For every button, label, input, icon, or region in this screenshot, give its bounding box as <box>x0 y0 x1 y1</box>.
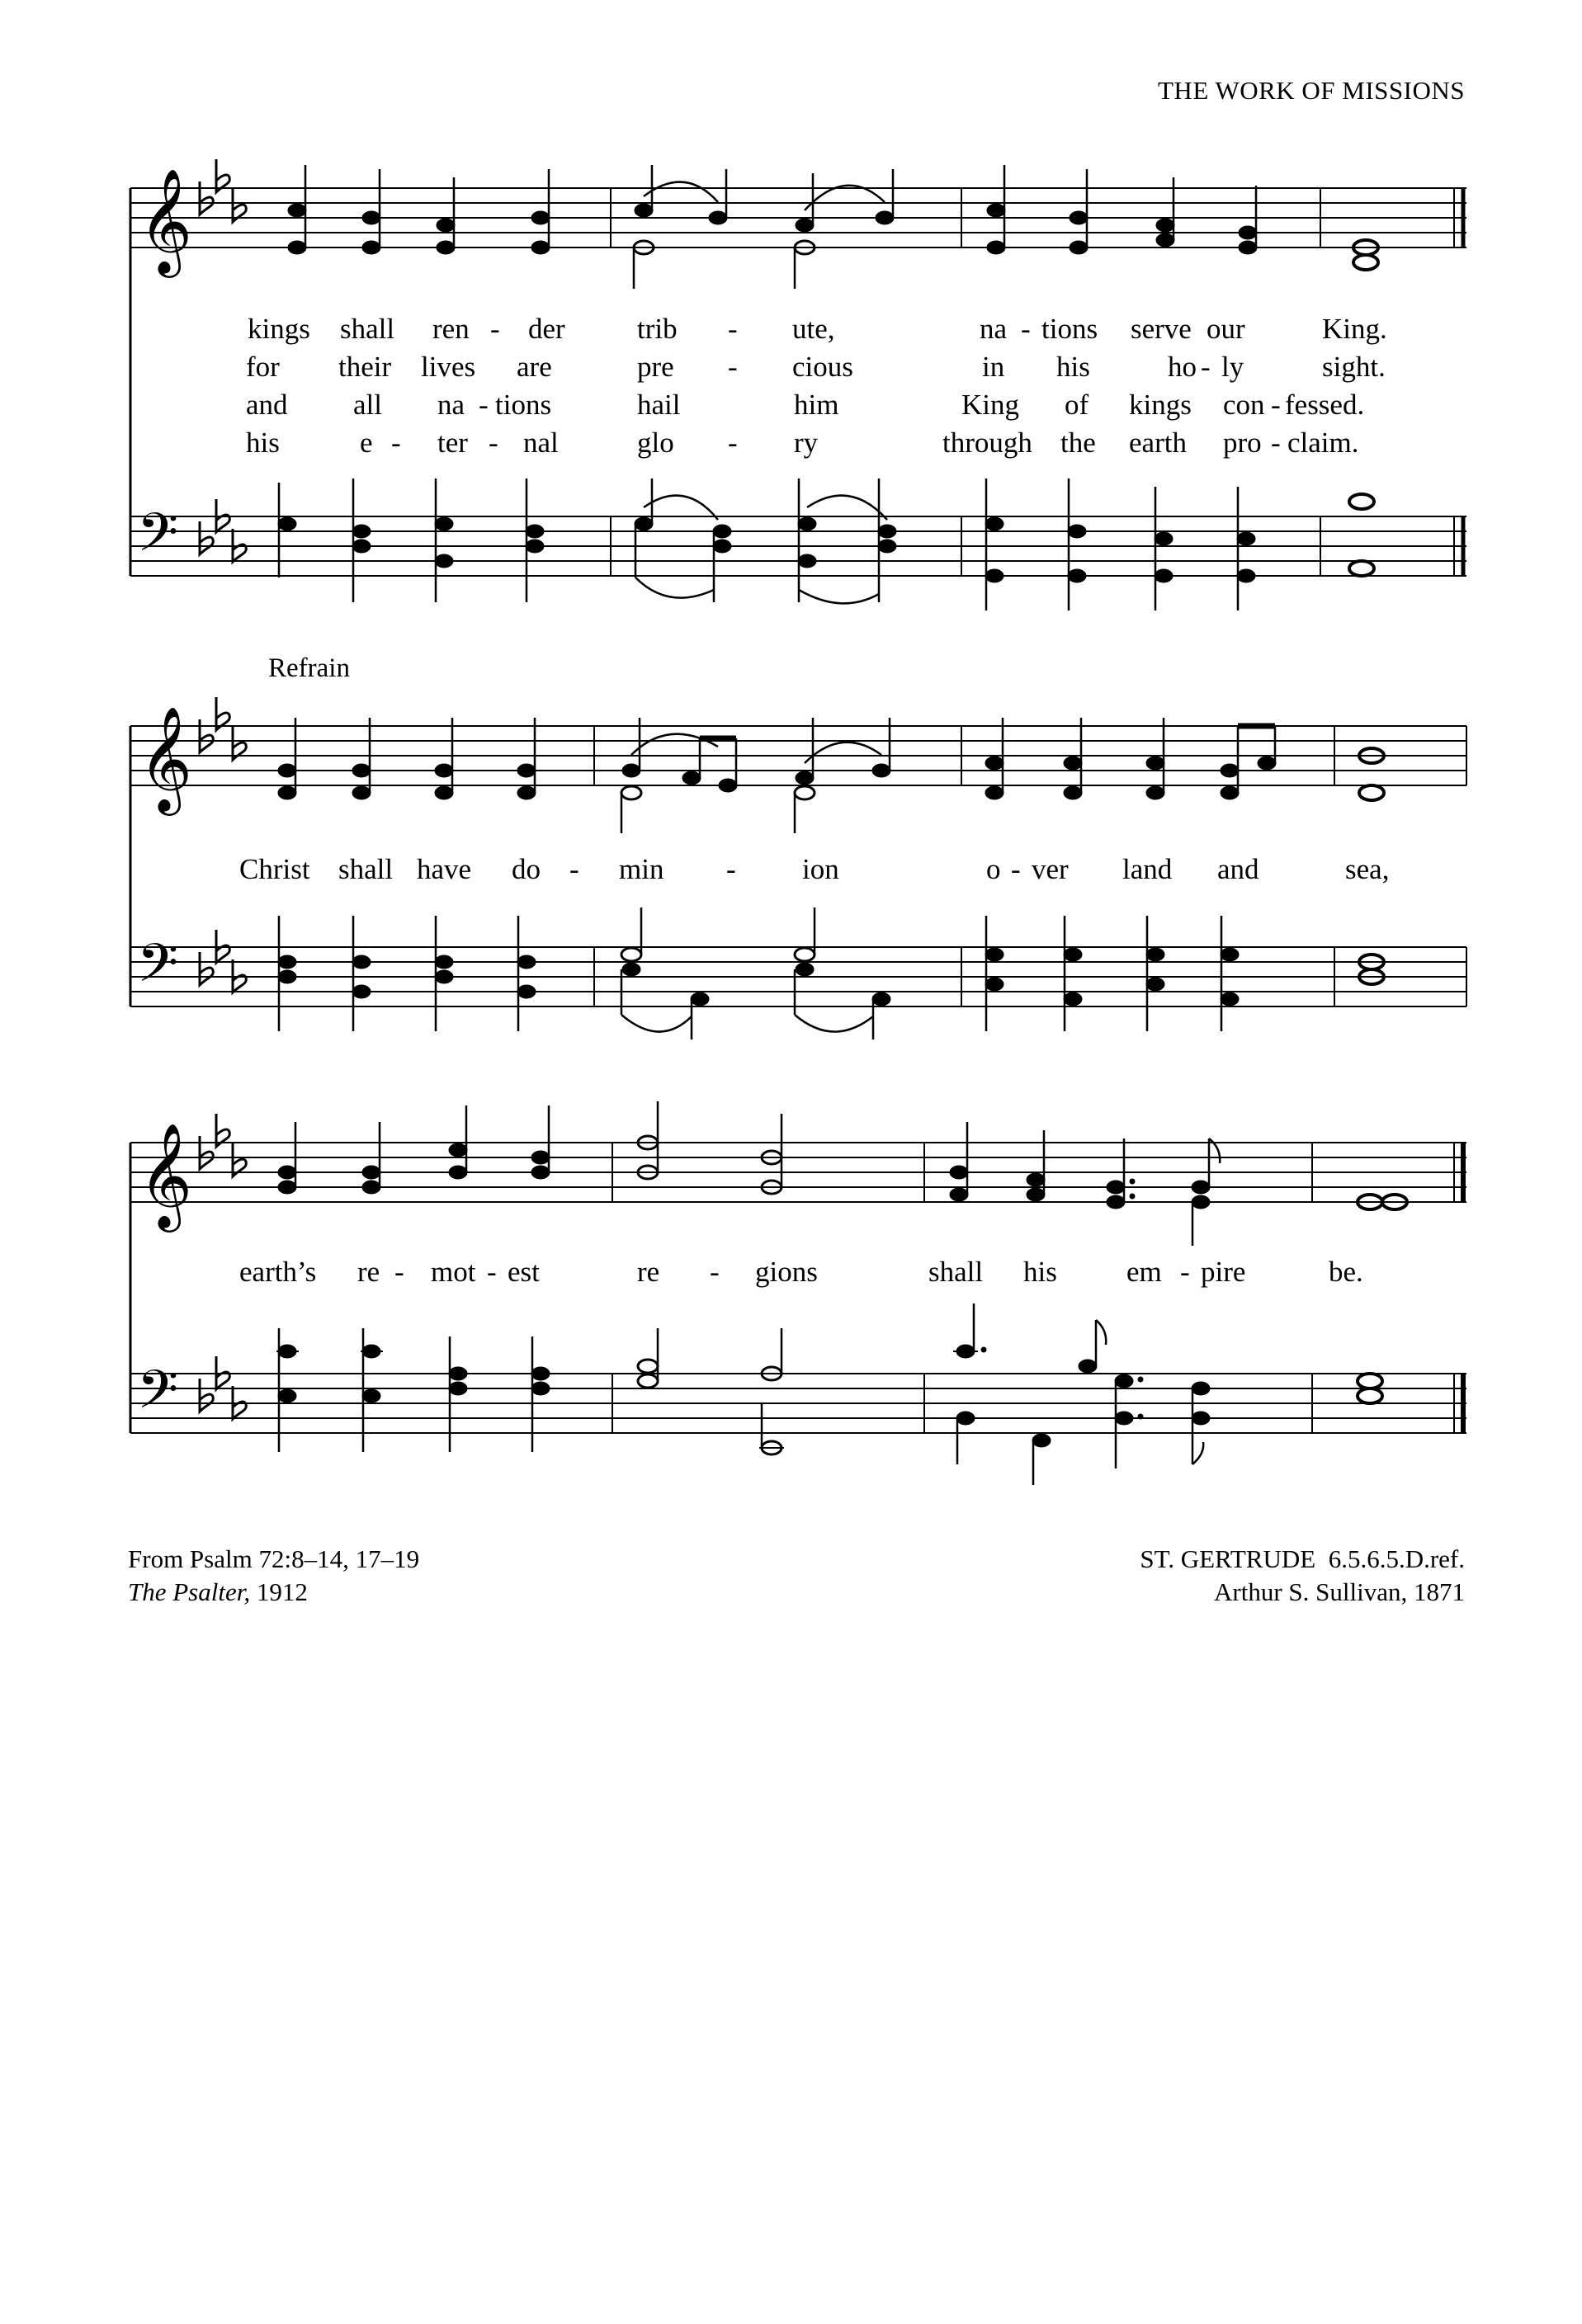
svg-text:in: in <box>982 351 1005 383</box>
svg-text:-: - <box>1271 427 1281 459</box>
svg-text:-: - <box>489 427 498 459</box>
svg-text:his: his <box>246 427 280 459</box>
svg-text:ion: ion <box>802 853 839 885</box>
svg-text:have: have <box>417 853 472 885</box>
bass-clef-icon: 𝄢 <box>137 933 179 1007</box>
svg-text:-: - <box>569 853 579 885</box>
svg-text:be.: be. <box>1329 1256 1363 1288</box>
system-3 <box>130 1101 1466 1485</box>
svg-text:for: for <box>246 351 280 383</box>
lyrics-verse-2 <box>246 351 1386 383</box>
svg-text:claim.: claim. <box>1287 427 1359 459</box>
svg-text:-: - <box>1011 853 1021 885</box>
key-signature-flats <box>200 159 246 562</box>
svg-text:e: e <box>360 427 373 459</box>
treble-clef-icon: 𝄞 <box>139 1122 193 1228</box>
text-source-book <box>128 1576 419 1609</box>
bass-clef-icon: 𝄢 <box>137 502 179 577</box>
bass-notes <box>278 478 1374 610</box>
svg-text:his: his <box>1023 1256 1057 1288</box>
svg-text:glo: glo <box>637 427 674 459</box>
psalter-year: 1912 <box>256 1577 308 1606</box>
lyrics-verse-1 <box>248 313 1387 345</box>
svg-text:are: are <box>517 351 552 383</box>
svg-text:land: land <box>1122 853 1173 885</box>
treble-clef-icon: 𝄞 <box>139 705 193 811</box>
svg-text:him: him <box>794 389 839 421</box>
section-title: THE WORK OF MISSIONS <box>1158 76 1465 105</box>
svg-text:-: - <box>728 351 738 383</box>
svg-text:of: of <box>1065 389 1089 421</box>
svg-text:re: re <box>357 1256 380 1288</box>
svg-text:tions: tions <box>1041 313 1098 345</box>
svg-text:ver: ver <box>1032 853 1069 885</box>
svg-text:em: em <box>1126 1256 1162 1288</box>
bass-clef-icon: 𝄢 <box>137 1360 179 1434</box>
svg-text:-: - <box>479 389 489 421</box>
svg-text:the: the <box>1060 427 1096 459</box>
svg-text:ter: ter <box>437 427 468 459</box>
svg-text:serve: serve <box>1131 313 1192 345</box>
svg-text:-: - <box>710 1256 720 1288</box>
svg-text:and: and <box>1217 853 1259 885</box>
svg-text:-: - <box>487 1256 497 1288</box>
svg-text:through: through <box>942 427 1032 459</box>
text-source: From Psalm 72:8–14, 17–19 <box>128 1544 420 1573</box>
system-2 <box>130 653 1466 1039</box>
svg-text:ly: ly <box>1221 351 1244 383</box>
svg-text:-: - <box>728 427 738 459</box>
svg-text:na: na <box>980 313 1008 345</box>
svg-text:their: their <box>338 351 392 383</box>
refrain-marking: Refrain <box>268 653 350 683</box>
svg-text:earth: earth <box>1129 427 1187 459</box>
system-1 <box>130 159 1466 610</box>
svg-text:our: our <box>1207 313 1245 345</box>
svg-text:hail: hail <box>637 389 681 421</box>
svg-text:re: re <box>637 1256 660 1288</box>
psalter-title: The Psalter, <box>128 1577 251 1606</box>
svg-text:-: - <box>1180 1256 1190 1288</box>
svg-text:-: - <box>391 427 401 459</box>
svg-text:King.: King. <box>1322 313 1387 345</box>
svg-text:min: min <box>619 853 664 885</box>
svg-text:o: o <box>986 853 1001 885</box>
svg-text:cious: cious <box>792 351 853 383</box>
svg-text:-: - <box>490 313 500 345</box>
refrain-lyrics-1 <box>239 853 1389 885</box>
svg-text:pre: pre <box>637 351 674 383</box>
svg-text:fessed.: fessed. <box>1285 389 1365 421</box>
svg-text:pro: pro <box>1223 427 1262 459</box>
tune-credits <box>1140 1543 1465 1609</box>
refrain-lyrics-2 <box>239 1256 1363 1288</box>
svg-text:sight.: sight. <box>1322 351 1386 383</box>
svg-text:trib: trib <box>637 313 678 345</box>
svg-text:-: - <box>1201 351 1211 383</box>
svg-text:Christ: Christ <box>239 853 310 885</box>
svg-text:shall: shall <box>340 313 395 345</box>
svg-text:ry: ry <box>794 427 819 459</box>
svg-text:and: and <box>246 389 288 421</box>
svg-text:ho: ho <box>1168 351 1197 383</box>
svg-text:his: his <box>1056 351 1090 383</box>
svg-text:earth’s: earth’s <box>239 1256 317 1288</box>
treble-staff <box>130 188 1466 247</box>
svg-text:kings: kings <box>1129 389 1192 421</box>
svg-text:ute,: ute, <box>792 313 835 345</box>
treble-clef-icon: 𝄞 <box>139 167 193 273</box>
lyrics-verse-4 <box>246 427 1359 459</box>
svg-text:nal: nal <box>523 427 559 459</box>
svg-text:-: - <box>1271 389 1281 421</box>
svg-text:shall: shall <box>338 853 394 885</box>
svg-text:kings: kings <box>248 313 310 345</box>
treble-notes <box>288 165 1378 289</box>
svg-text:der: der <box>528 313 565 345</box>
svg-text:mot: mot <box>431 1256 476 1288</box>
svg-text:King: King <box>961 389 1019 421</box>
svg-text:sea,: sea, <box>1345 853 1390 885</box>
tune-name: ST. GERTRUDE 6.5.6.5.D.ref. <box>1140 1544 1465 1573</box>
svg-text:pire: pire <box>1201 1256 1246 1288</box>
svg-text:do: do <box>512 853 541 885</box>
svg-text:tions: tions <box>495 389 552 421</box>
svg-text:-: - <box>726 853 736 885</box>
svg-text:shall: shall <box>928 1256 984 1288</box>
svg-text:lives: lives <box>421 351 476 383</box>
svg-text:-: - <box>1021 313 1031 345</box>
svg-text:gions: gions <box>755 1256 818 1288</box>
svg-text:-: - <box>728 313 738 345</box>
svg-text:est: est <box>508 1256 540 1288</box>
svg-text:con: con <box>1223 389 1265 421</box>
lyrics-verse-3 <box>246 389 1364 421</box>
svg-text:na: na <box>437 389 465 421</box>
text-credits <box>128 1543 419 1609</box>
svg-text:-: - <box>394 1256 404 1288</box>
composer: Arthur S. Sullivan, 1871 <box>1214 1577 1465 1606</box>
svg-text:ren: ren <box>432 313 470 345</box>
svg-text:all: all <box>353 389 382 421</box>
